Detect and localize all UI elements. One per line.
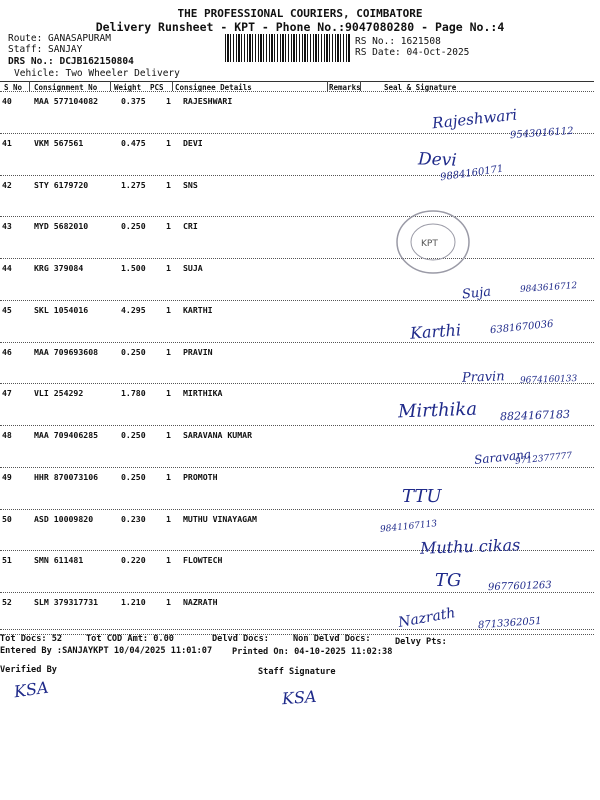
row-consignment-no: VLI 254292 [34,388,84,399]
signature-53: Nazrath [397,605,457,631]
row-consignment-no: ASD 10009820 [34,513,94,524]
row-weight: 0.250 [121,471,146,482]
company-title: THE PROFESSIONAL COURIERS, COIMBATORE [177,7,423,20]
row-pcs: 1 [166,263,171,273]
rs-number: RS No.: 1621508 [355,36,441,47]
runsheet-subtitle: Delivery Runsheet - KPT - Phone No.:9047080280 - Page No.:4 [95,20,505,34]
row-consignment-no: HHR 870073106 [34,471,99,482]
row-sno: 52 [2,597,12,607]
row-separator [0,175,594,176]
row-consignee: FLOWTECH [183,555,223,566]
row-weight: 1.275 [121,179,146,190]
row-consignee: MUTHU VINAYAGAM [183,513,257,524]
row-sno: 47 [2,388,12,399]
verified-by-label: Verified By [0,665,57,675]
printed-on: Printed On: 04-10-2025 11:02:38 [232,647,393,657]
row-sno: 46 [2,346,12,357]
rs-date: RS Date: 04-Oct-2025 [355,47,470,58]
row-consignment-no: VKM 567561 [34,137,84,148]
row-weight: 0.220 [121,555,146,566]
row-pcs: 1 [166,304,171,315]
row-separator [0,509,594,510]
row-consignee: PROMOTH [183,471,218,482]
table-header-border [0,91,594,92]
phone-44: 9843616712 [519,281,578,295]
row-consignee: MIRTHIKA [183,388,223,399]
phone-49: 9712377777 [514,451,573,467]
row-sno: 41 [2,137,12,148]
row-weight: 4.295 [121,304,146,315]
row-consignment-no: MAA 709693608 [34,346,99,357]
barcode-image [225,34,350,62]
row-weight: 0.375 [121,96,146,106]
col-divider [360,81,361,91]
staff-signature: KSA [281,686,318,709]
delivered-docs: Delvd Docs: [212,634,269,644]
col-header-consignee: Consignee Details [175,83,252,92]
row-consignment-no: SMN 611481 [34,555,84,566]
row-sno: 48 [2,430,12,440]
row-pcs: 1 [166,179,171,190]
row-pcs: 1 [166,471,171,482]
row-separator [0,258,594,259]
row-consignment-no: SLM 379317731 [34,597,99,607]
row-weight: 0.250 [121,346,146,357]
col-divider [110,81,111,91]
row-separator [0,300,594,301]
phone-40: 9543016112 [509,125,574,142]
col-header-sno: S No [4,83,23,92]
row-consignment-no: SKL 1054016 [34,304,89,315]
company-seal-stamp [393,207,473,277]
phone-52: 9677601263 [487,579,552,594]
vehicle-label: Vehicle: Two Wheeler Delivery [14,68,180,79]
signature-52: TG [435,570,462,591]
row-pcs: 1 [166,137,171,148]
row-separator [0,425,594,426]
row-pcs: 1 [166,430,171,440]
row-weight: 1.500 [121,263,146,273]
row-consignment-no: MAA 709406285 [34,430,99,440]
signature-41: Devi [417,149,458,171]
row-separator [0,342,594,343]
row-consignee: PRAVIN [183,346,213,357]
drs-number: DRS No.: DCJB162150804 [8,56,134,67]
row-sno: 51 [2,555,12,566]
signature-49: Saravana [473,447,532,467]
row-pcs: 1 [166,346,171,357]
row-consignee: SARAVANA KUMAR [183,430,253,440]
phone-47: 9674160133 [519,374,578,386]
col-divider [29,81,30,91]
row-consignee: SUJA [183,263,203,273]
row-pcs: 1 [166,96,171,106]
signature-45: Karthi [409,320,462,343]
row-weight: 0.475 [121,137,146,148]
row-sno: 45 [2,304,12,315]
seal-text: KPT [421,239,438,249]
row-separator [0,133,594,134]
col-header-weight: Weight [114,83,142,92]
staff-signature-label: Staff Signature [258,667,336,677]
row-separator [0,467,594,468]
row-pcs: 1 [166,597,171,607]
phone-51: 9841167113 [379,519,438,535]
table-top-border [0,81,594,82]
col-divider [327,81,328,91]
row-weight: 0.230 [121,513,146,524]
staff-label: Staff: SANJAY [8,44,83,55]
row-consignee: CRI [183,221,198,232]
phone-48: 8824167183 [499,407,571,424]
entered-by: Entered By :SANJAYKPT 10/04/2025 11:01:07 [0,646,213,656]
row-consignee: SNS [183,179,198,190]
row-pcs: 1 [166,388,171,399]
phone-45: 6381670036 [489,318,555,337]
row-separator [0,216,594,217]
row-sno: 49 [2,471,12,482]
col-header-remarks: Remarks [329,83,361,92]
route-label: Route: GANASAPURAM [8,33,111,44]
row-sno: 44 [2,263,12,273]
signature-47: Pravin [461,369,505,386]
row-pcs: 1 [166,555,171,566]
row-weight: 0.250 [121,221,146,232]
signature-44: Suja [461,284,492,303]
row-consignment-no: MYD 5682010 [34,221,89,232]
row-weight: 1.210 [121,597,146,607]
col-header-consignment: Consignment No [34,83,98,92]
row-weight: 1.780 [121,388,146,399]
col-header-pcs: PCS [150,83,164,92]
total-cod-amount: Tot COD Amt: 0.00 [86,634,174,644]
table-bottom-border [0,629,594,630]
col-divider [172,81,173,91]
col-header-seal-signature: Seal & Signature [384,83,457,92]
total-docs: Tot Docs: 52 [0,634,63,644]
delivery-points: Delvy Pts: [395,637,447,647]
phone-53: 8713362051 [477,615,542,632]
row-sno: 42 [2,179,12,190]
row-pcs: 1 [166,221,171,232]
non-delivered-docs: Non Delvd Docs: [293,634,371,644]
row-consignee: NAZRATH [183,597,218,607]
row-sno: 40 [2,96,12,106]
row-pcs: 1 [166,513,171,524]
row-weight: 0.250 [121,430,146,440]
row-sno: 43 [2,221,12,232]
signature-50: TTU [402,486,442,507]
row-sno: 50 [2,513,12,524]
row-consignee: KARTHI [183,304,213,315]
phone-41: 9884160171 [439,163,505,184]
row-consignment-no: STY 6179720 [34,179,89,190]
signature-40: Rajeshwari [431,105,518,133]
row-consignment-no: MAA 577104082 [34,96,99,106]
signature-51: Muthu cikas [419,535,521,558]
signature-48: Mirthika [397,398,478,423]
verified-signature: KSA [12,677,50,702]
row-consignment-no: KRG 379084 [34,263,84,273]
row-consignee: RAJESHWARI [183,96,233,106]
row-consignee: DEVI [183,137,203,148]
